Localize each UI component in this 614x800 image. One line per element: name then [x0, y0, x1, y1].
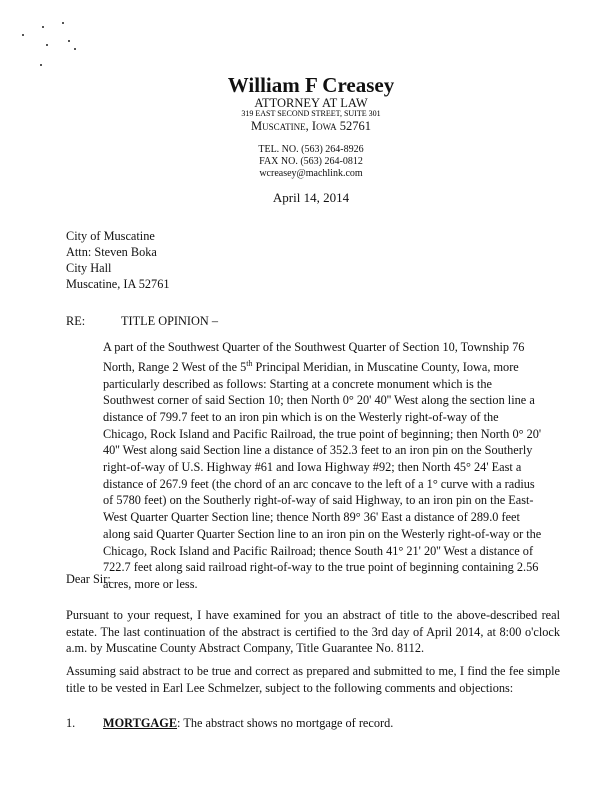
- attorney-title: ATTORNEY AT LAW: [254, 96, 368, 110]
- salutation: Dear Sir:: [66, 572, 111, 586]
- description-line: of 5780 feet) on the Southerly right-of-way of said Highway, to an iron pin on the East-: [103, 493, 534, 508]
- description-line: distance of 799.7 feet to an iron pin which is on the Westerly right-of-way of the: [103, 409, 499, 424]
- recipient-line: City Hall: [66, 261, 112, 275]
- description-line: West Quarter Quarter Section line; thence North 89° 36' East a distance of 289.0 feet: [103, 510, 520, 525]
- legal-description: [103, 339, 541, 593]
- description-line: Southwest corner of said Section 10; then North 0° 20' 40'' West along the section line a: [103, 393, 535, 408]
- recipient-line: Muscatine, IA 52761: [66, 277, 170, 291]
- letter-date: April 14, 2014: [272, 190, 350, 205]
- recipient-address: [66, 228, 170, 292]
- email: wcreasey@machlink.com: [259, 168, 363, 179]
- item-text: : The abstract shows no mortgage of record.: [177, 716, 394, 730]
- telephone: TEL. NO. (563) 264-8926: [258, 144, 364, 155]
- city-address: Muscatine, Iowa 52761: [251, 119, 371, 133]
- item-number: 1.: [66, 716, 76, 730]
- description-line: along said Quarter Quarter Section line to an iron pin on the Westerly right-of-way or the: [103, 526, 542, 541]
- description-line: acres, more or less.: [103, 576, 198, 591]
- item-mortgage: [103, 716, 393, 731]
- paragraph-vesting: Assuming said abstract to be true and correct as prepared and submitted to me, I find the fee simple title to be vested in Earl Lee Schmelzer, subject to the following comments and objections:: [66, 664, 560, 695]
- fax: FAX NO. (563) 264-0812: [259, 156, 363, 167]
- item-heading: MORTGAGE: [103, 716, 178, 730]
- re-subject: TITLE OPINION –: [121, 314, 218, 328]
- paragraph-examination: Pursuant to your request, I have examined for you an abstract of title to the above-described real estate. The last continuation of the abstract is certified to the 3rd day of April 2014, at 8:00 o'clock a.m. by Muscatine County Abstract Company, Title Guarantee No. 8112.: [66, 608, 560, 656]
- description-line: 722.7 feet along said railroad right-of-way to the true point of beginning containing 2.56: [103, 560, 539, 575]
- description-line: Chicago, Rock Island and Pacific Railroad; thence South 41° 21' 20'' West a distance of: [103, 543, 534, 558]
- description-line: North, Range 2 West of the 5th Principal Meridian, in Muscatine County, Iowa, more: [103, 358, 519, 374]
- attorney-name: William F Creasey: [227, 73, 395, 97]
- description-line: particularly described as follows: Starting at a concrete monument which is the: [103, 376, 492, 391]
- description-line: 40'' West along said Section line a distance of 352.3 feet to an iron pin on the Southerly: [103, 443, 533, 458]
- description-line: right-of-way of U.S. Highway #61 and Iowa Highway #92; then North 45° 24' East a: [103, 460, 522, 475]
- description-line: distance of 267.9 feet (the chord of an arc concave to the left of a 1° curve with a radius: [103, 476, 535, 491]
- re-label: RE:: [66, 314, 86, 328]
- recipient-line: City of Muscatine: [66, 229, 155, 243]
- street-address: 319 EAST SECOND STREET, SUITE 301: [241, 109, 381, 118]
- description-line: A part of the Southwest Quarter of the Southwest Quarter of Section 10, Township 76: [103, 340, 525, 354]
- description-line: Chicago, Rock Island and Pacific Railroad, the true point of beginning; then North 0° 20': [103, 426, 542, 441]
- recipient-line: Attn: Steven Boka: [66, 245, 157, 259]
